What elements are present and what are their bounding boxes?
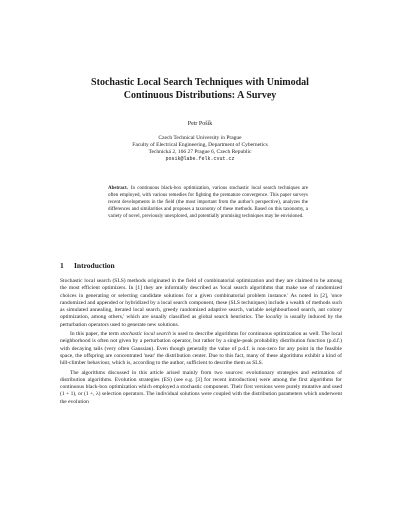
- affiliation-line-3: Technická 2, 166 27 Prague 6, Czech Republic: [148, 149, 252, 155]
- paper-title: [60, 76, 340, 102]
- paragraph-2-start: In this paper, the term: [70, 331, 119, 338]
- paragraph-1-emphasis: locality: [265, 314, 283, 321]
- section-number: 1: [60, 261, 64, 270]
- section-heading: [60, 261, 340, 270]
- body-text: [60, 278, 342, 406]
- abstract: [108, 185, 308, 220]
- paragraph-2: [60, 331, 342, 367]
- paragraph-1-text: Stochastic local search (SLS) methods originated in the field of combinatorial optimization and they are claimed to be among the most efficient optimizers. In [1] they are informally described as 'local search algorithms that make use of randomized choices in generating or selecting candidate solutions for a given combinatorial problem instance.' As noted in [2], 'once randomized and appended or hybridized by a local search component, these (SLS techniques) include a wealth of methods such as simulated annealing, iterated local search, greedy randomized adaptive search, variable neighbourhood search, ant colony optimization, among others,' which are usually classified as global search heuristics. The: [60, 278, 342, 321]
- paragraph-1-tail: is usually induced by the perturbation operators used to generate new solutions.: [60, 314, 343, 328]
- affiliation-line-1: Czech Technical University in Prague: [158, 135, 242, 141]
- title-line-2: Continuous Distributions: A Survey: [123, 90, 277, 101]
- title-line-1: Stochastic Local Search Techniques with Unimodal: [91, 77, 309, 88]
- affiliation-line-2: Faculty of Electrical Engineering, Department of Cybernetics: [132, 142, 268, 148]
- paragraph-3: The algorithms discussed in this article arised mainly from two sources: evolutionary strategies and estimation of distribution algorithms. Evolution strategies (ES) (see e.g. [3] for recent introduction) were among the first algorithms for continuous black-box optimization which employed a stochastic component. Their first versions were purely mutative and used (1 + 1), or (1 +, λ) selection operators. The individual solutions were coupled with the distribution parameters which underwent the evolution: [60, 369, 342, 405]
- author-email: posik@labe.felk.cvut.cz: [165, 156, 235, 162]
- paragraph-2-emphasis: stochastic local search: [120, 331, 171, 338]
- abstract-text: In continuous black-box optimization, various stochastic local search techniques are often employed, with various remedies for fighting the premature convergence. This paper surveys recent developments in the field (the most important from the author's perspective), analyzes the differences and similarities and proposes a taxonomy of these methods. Based on this taxonomy, a variety of novel, previously unexplored, and potentially promising techniques may be envisioned.: [108, 186, 308, 219]
- paragraph-2-rest: is used to describe algorithms for continuous optimization as well. The local neighborhood is often not given by a perturbation operator, but rather by a single-peak probability distribution function (p.d.f.) with decaying tails (very often Gaussian). Even though generally the value of p.d.f. is non-zero for any point in the feasible space, the offspring are concentrated 'near' the distribution center. Due to this fact, many of these algorithms exhibit a kind of hill-climber behaviour, which is, according to the author, sufficient to describe them as SLS.: [60, 331, 342, 367]
- section-title: Introduction: [74, 261, 115, 270]
- paragraph-1: [60, 278, 342, 329]
- abstract-label: Abstract.: [108, 186, 128, 191]
- affiliation-block: [0, 135, 400, 163]
- author-name: Petr Pošík: [187, 121, 213, 127]
